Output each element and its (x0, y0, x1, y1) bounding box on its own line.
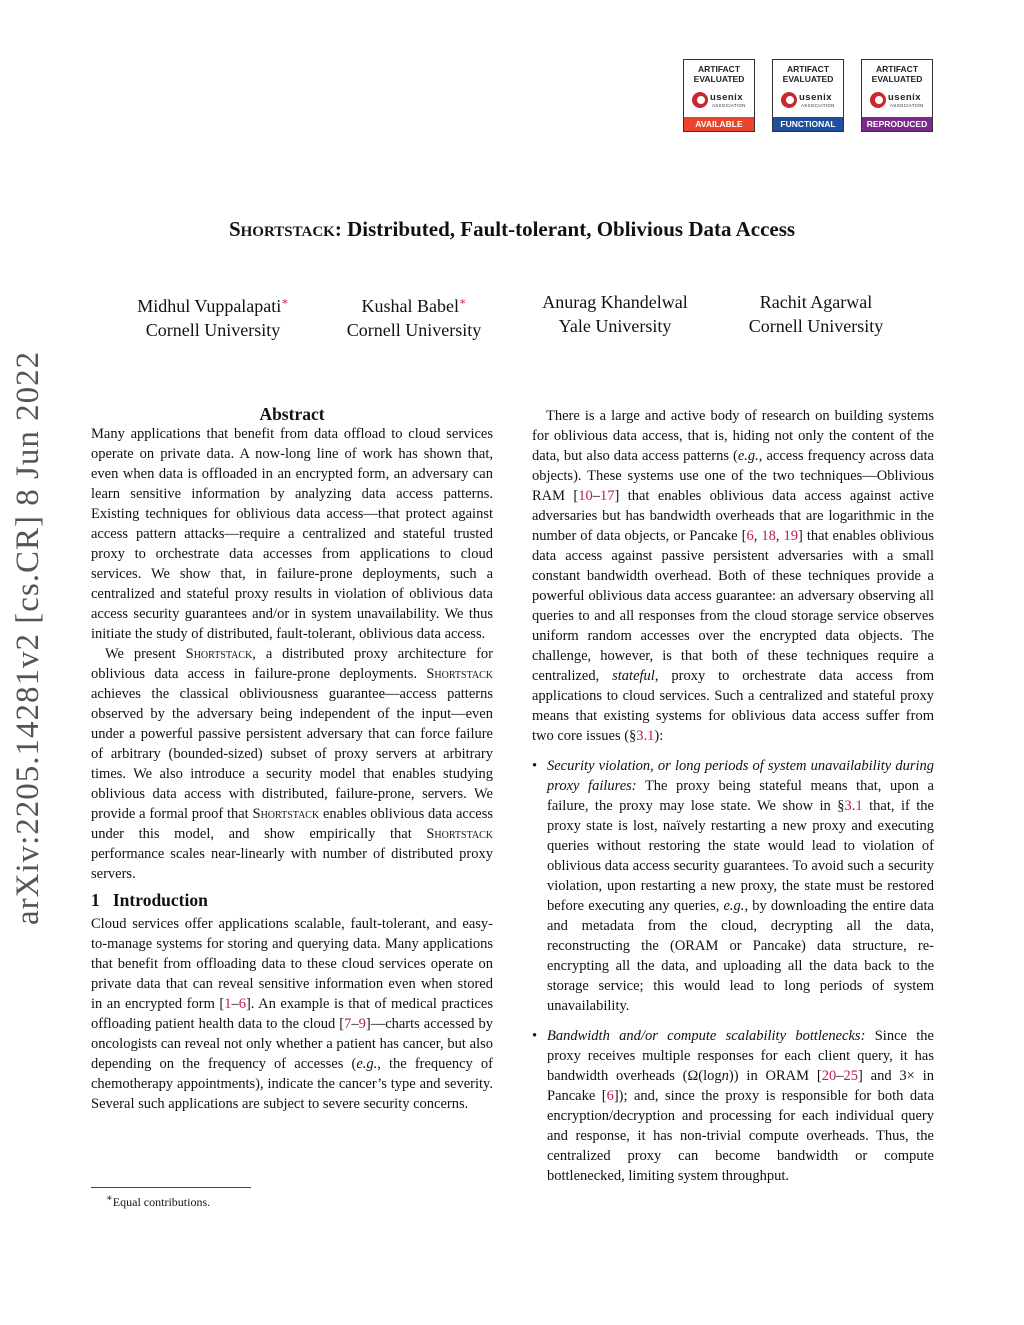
system-name: Shortstack (228, 217, 335, 241)
footnote-rule (91, 1187, 251, 1188)
citation-link[interactable]: 9 (358, 1016, 366, 1032)
abstract-paragraph-2: We present Shortstack, a distributed proxy architecture for oblivious data access in failure-prone deployments. Shortstack achieves the classical obliviousness guarantee—access patterns observed by the adversary being independent of the input—even under a powerful passive persistent adversary that can force failure of arbitrary (bounded-sized) subset of proxy servers at arbitrary times. We also introduce a security model that enables studying oblivious data access with distributed, failure-prone, servers. We provide a formal proof that Shortstack enables oblivious data access under this model, and show empirically that Shortstack performance scales near-linearly with number of distributed proxy servers. (91, 646, 494, 882)
right-paragraph: There is a large and active body of research on building systems for oblivious data access, that is, hiding not only the content of the data, but also data access patterns (e.g., access frequency across data objects). These systems use one of the two techniques—Oblivious RAM [10–17] that enables oblivious data access against active adversaries but has bandwidth overheads that are logarithmic in the number of data objects, or Pancake [6, 18, 19] that enables oblivious data access against passive persistent adversaries with a small constant bandwidth overhead. Both of these techniques provide a powerful oblivious data access guarantee: an adversary observing all queries to and all responses from the cloud storage service observes uniform random accesses over the encrypted data objects. The challenge, however, is that both of these techniques require a centralized, stateful, proxy to orchestrate data access from applications to cloud services. Such a centralized and stateful proxy means that existing systems for oblivious data access suffer from two core issues (§3.1): (532, 408, 935, 744)
citation-link[interactable]: 6 (606, 1088, 614, 1104)
author-2: Kushal Babel∗ Cornell University (346, 296, 482, 340)
usenix-logo: usenix ASSOCIATION (690, 90, 750, 112)
citation-link[interactable]: 1 (224, 996, 232, 1012)
intro-paragraph: Cloud services offer applications scalable, fault-tolerant, and easy-to-manage systems for storing and querying data. Many applications that benefit from offloading data to these cloud services operate on private data that can reveal sensitive information even when stored in an encrypted form [1–6]. An example is that of medical practices offloading patient health data to the cloud [7–9]—charts accessed by oncologists can reveal not only whether a patient has cancer, but also depending on the frequency of accesses (e.g., the frequency of chemotherapy appointments), indicate the cancer’s type and severity. Several such applications are subject to severe security concerns. (91, 916, 493, 1112)
badge-label: FUNCTIONAL (773, 117, 843, 131)
issue-list (532, 756, 934, 1186)
left-column (91, 404, 493, 1114)
artifact-badge-functional: ARTIFACT EVALUATED usenix ASSOCIATION FUNCTIONAL (772, 59, 844, 132)
citation-link[interactable]: 17 (600, 488, 615, 504)
abstract-heading: Abstract (259, 404, 325, 424)
citation-link[interactable]: 25 (843, 1068, 858, 1084)
title-rest: : Distributed, Fault-tolerant, Oblivious Data Access (334, 217, 796, 241)
paper-title (0, 217, 1024, 242)
artifact-badge-available: ARTIFACT EVALUATED usenix ASSOCIATION AVAILABLE (683, 59, 755, 132)
citation-link[interactable]: 6 (238, 996, 246, 1012)
badge-label: REPRODUCED (862, 117, 932, 131)
usenix-logo: usenix ASSOCIATION (868, 90, 928, 112)
citation-link[interactable]: 10 (578, 488, 593, 504)
right-column (532, 406, 934, 1196)
citation-link[interactable]: 6 (746, 528, 754, 544)
citation-link[interactable]: 7 (344, 1016, 352, 1032)
footnote: ∗Equal contributions. (106, 1193, 211, 1209)
citation-link[interactable]: 20 (821, 1068, 837, 1084)
list-item: • Bandwidth and/or compute scalability bottlenecks: Since the proxy receives multiple responses for each client query, it has bandwidth overheads (Ω(logn)) in ORAM [20–25] and 3× in Pancake [6]); and, since the proxy is responsible for both data encryption/decryption and processing for each individual query and response, it has non-trivial compute overheads. Thus, the centralized proxy can become bandwidth or compute bottlenecked, limiting system throughput. (532, 1026, 934, 1186)
citation-link[interactable]: 19 (783, 528, 798, 544)
badge-label: AVAILABLE (684, 117, 754, 131)
section-heading-introduction: 1 Introduction (91, 890, 208, 910)
usenix-logo: usenix ASSOCIATION (779, 90, 839, 112)
author-3: Anurag Khandelwal Yale University (542, 292, 688, 336)
author-1: Midhul Vuppalapati∗ Cornell University (137, 296, 289, 340)
artifact-badge-reproduced: ARTIFACT EVALUATED usenix ASSOCIATION REPRODUCED (861, 59, 933, 132)
arxiv-identifier: arXiv:2205.14281v2 [cs.CR] 8 Jun 2022 (10, 350, 46, 925)
section-link[interactable]: 3.1 (636, 728, 655, 744)
list-item: • Security violation, or long periods of system unavailability during proxy failures: The proxy being stateful means that, upon a failure, the proxy may lose state. We show in §3.1 that, if the proxy state is lost, naïvely restarting a new proxy and executing queries without restoring the state would lead to violation of oblivious data access security guarantees. To avoid such a security violation, upon restarting a new proxy, the state must be restored before executing any queries, e.g., by downloading the entire data and metadata from the cloud, decrypting all the data, reconstructing the (ORAM or Pancake) data structure, re-encrypting all the data, and uploading all the data back to the storage service; this would lead to long periods of system unavailability. (532, 756, 934, 1016)
citation-link[interactable]: 18 (761, 528, 776, 544)
section-link[interactable]: 3.1 (844, 798, 863, 814)
abstract-paragraph-1: Many applications that benefit from data offload to cloud services operate on private data. A now-long line of work has shown that, even when data is offloaded in an encrypted form, an adversary can learn sensitive information by analyzing data access patterns. Existing techniques for oblivious data access—that protect against access pattern attacks—require a centralized and stateful trusted proxy to orchestrate data accesses from applications to cloud services. We show that, in failure-prone deployments, such a centralized and stateful proxy results in violation of oblivious data access security guarantees and/or in system unavailability. We thus initiate the study of distributed, fault-tolerant, oblivious data access. (91, 426, 493, 642)
author-4: Rachit Agarwal Cornell University (748, 292, 884, 336)
